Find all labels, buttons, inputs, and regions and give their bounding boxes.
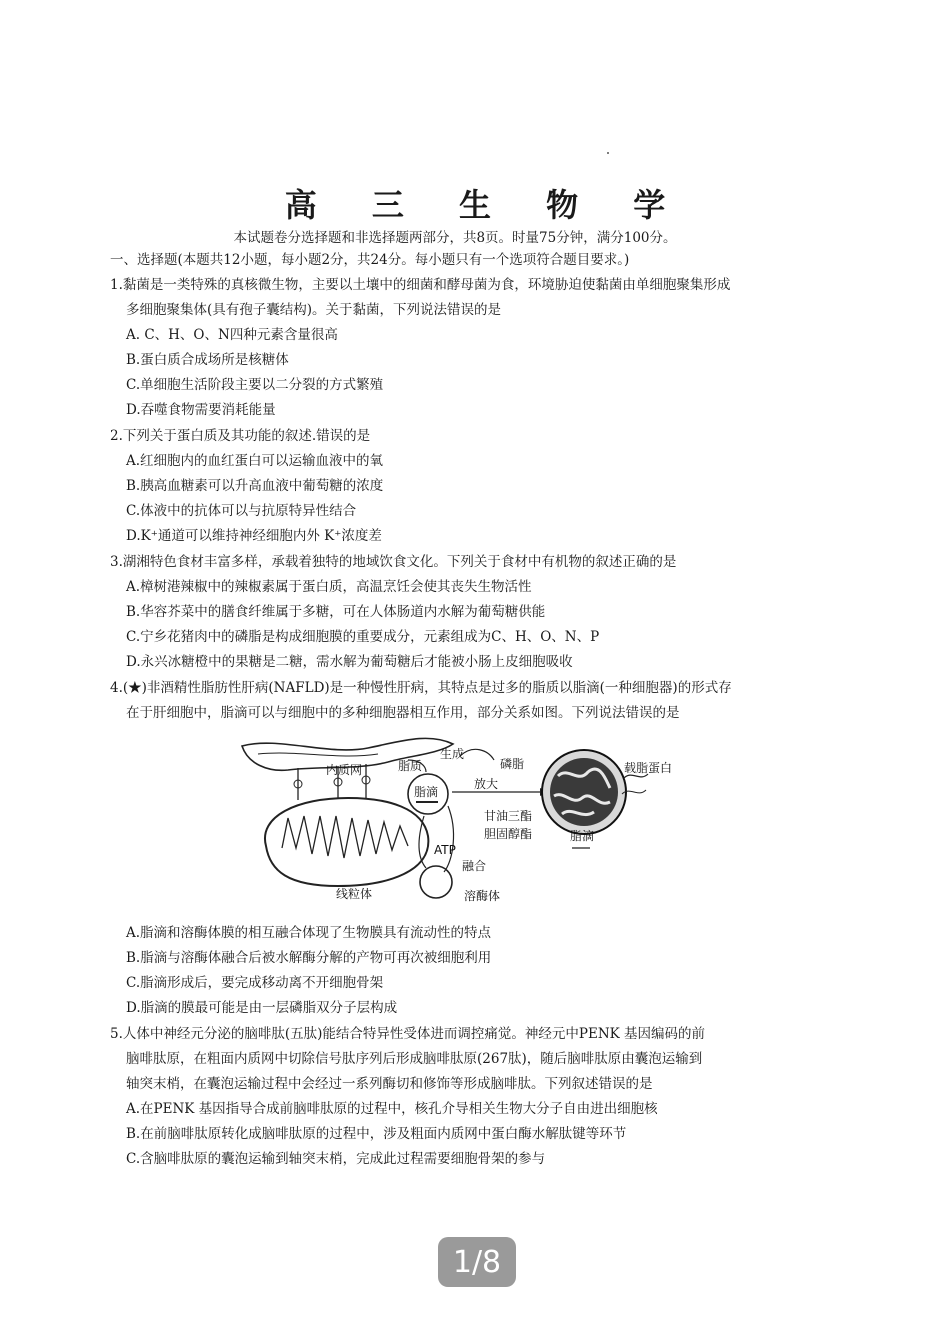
section-heading: 一、选择题(本题共12小题，每小题2分，共24分。每小题只有一个选项符合题目要求。) (110, 252, 630, 268)
label-lysosome: 溶酶体 (464, 889, 501, 903)
page-title: 高 三 生 物 学 (284, 186, 688, 224)
lysosome-shape (420, 866, 452, 898)
question-1-option-c: C.单细胞生活阶段主要以二分裂的方式繁殖 (126, 377, 384, 393)
label-er: 内质网 (326, 763, 363, 777)
question-1-option-d: D.吞噬食物需要消耗能量 (126, 402, 276, 418)
label-apolipoprotein: 载脂蛋白 (624, 761, 673, 775)
label-droplet-big: 脂滴 (570, 829, 595, 843)
question-2-option-b: B.胰高血糖素可以升高血液中葡萄糖的浓度 (126, 478, 384, 494)
label-atp: ATP (434, 843, 456, 857)
label-triglyceride: 甘油三酯 (484, 809, 533, 823)
question-3-option-d: D.永兴冰糖橙中的果糖是二糖，需水解为葡萄糖后才能被小肠上皮细胞吸收 (126, 654, 573, 670)
label-lipid: 脂质 (398, 759, 423, 773)
question-4-option-a: A.脂滴和溶酶体膜的相互融合体现了生物膜具有流动性的特点 (126, 925, 492, 941)
question-5-option-b: B.在前脑啡肽原转化成脑啡肽原的过程中，涉及粗面内质网中蛋白酶水解肽键等环节 (126, 1126, 627, 1142)
question-2-option-a: A.红细胞内的血红蛋白可以运输血液中的氧 (126, 453, 384, 469)
question-1-stem-cont: 多细胞聚集体(具有孢子囊结构)。关于黏菌，下列说法错误的是 (126, 302, 502, 318)
question-2-option-d: D.K⁺通道可以维持神经细胞内外 K⁺浓度差 (126, 528, 382, 544)
question-2-stem: 2.下列关于蛋白质及其功能的叙述.错误的是 (110, 428, 371, 444)
label-mitochondrion: 线粒体 (336, 887, 373, 901)
scan-dot (607, 152, 609, 154)
question-5-option-a: A.在PENK 基因指导合成前脑啡肽原的过程中，核孔介导相关生物大分子自由进出细胞核 (126, 1101, 658, 1117)
label-generate: 生成 (440, 747, 465, 761)
question-5-stem-cont-1: 脑啡肽原，在粗面内质网中切除信号肽序列后形成脑啡肽原(267肽)，随后脑啡肽原由囊泡运输到 (126, 1051, 703, 1067)
question-3-stem: 3.湖湘特色食材丰富多样，承载着独特的地域饮食文化。下列关于食材中有机物的叙述正确的是 (110, 554, 677, 570)
question-5-stem-cont-2: 轴突末梢，在囊泡运输过程中会经过一系列酶切和修饰等形成脑啡肽。下列叙述错误的是 (126, 1076, 653, 1092)
label-cholesterol-ester: 胆固醇酯 (484, 827, 533, 841)
question-4-stem-cont: 在于肝细胞中，脂滴可以与细胞中的多种细胞器相互作用，部分关系如图。下列说法错误的是 (126, 705, 680, 721)
question-4-option-b: B.脂滴与溶酶体融合后被水解酶分解的产物可再次被细胞利用 (126, 950, 492, 966)
question-4-stem: 4.(★)非酒精性脂肪性肝病(NAFLD)是一种慢性肝病，其特点是过多的脂质以脂滴(一种细胞器)的形式存 (110, 680, 732, 696)
question-1-option-b: B.蛋白质合成场所是核糖体 (126, 352, 289, 368)
question-1-stem: 1.黏菌是一类特殊的真核微生物，主要以土壤中的细菌和酵母菌为食，环境胁迫使黏菌由单细胞聚集形成 (110, 277, 731, 293)
question-3-option-a: A.樟树港辣椒中的辣椒素属于蛋白质，高温烹饪会使其丧失生物活性 (126, 579, 532, 595)
question-2-option-c: C.体液中的抗体可以与抗原特异性结合 (126, 503, 357, 519)
label-enlarge: 放大 (474, 777, 499, 791)
question-5-stem: 5.人体中神经元分泌的脑啡肽(五肽)能结合特异性受体进而调控痛觉。神经元中PENK 基因编码的前 (110, 1026, 706, 1042)
label-phospholipid: 磷脂 (500, 757, 525, 771)
label-fusion: 融合 (462, 859, 487, 873)
question-1-option-a: A. C、H、O、N四种元素含量很高 (126, 327, 338, 343)
label-droplet-small: 脂滴 (414, 785, 439, 799)
question-4-option-d: D.脂滴的膜最可能是由一层磷脂双分子层构成 (126, 1000, 398, 1016)
question-4-option-c: C.脂滴形成后，要完成移动离不开细胞骨架 (126, 975, 384, 991)
question-5-option-c: C.含脑啡肽原的囊泡运输到轴突末梢，完成此过程需要细胞骨架的参与 (126, 1151, 546, 1167)
question-3-option-c: C.宁乡花猪肉中的磷脂是构成细胞膜的重要成分，元素组成为C、H、O、N、P (126, 629, 600, 645)
exam-instructions: 本试题卷分选择题和非选择题两部分，共8页。时量75分钟，满分100分。 (233, 230, 677, 246)
organelle-interaction-figure (238, 736, 718, 906)
question-3-option-b: B.华容芥菜中的膳食纤维属于多糖，可在人体肠道内水解为葡萄糖供能 (126, 604, 546, 620)
page-indicator[interactable]: 1/8 (438, 1237, 516, 1287)
